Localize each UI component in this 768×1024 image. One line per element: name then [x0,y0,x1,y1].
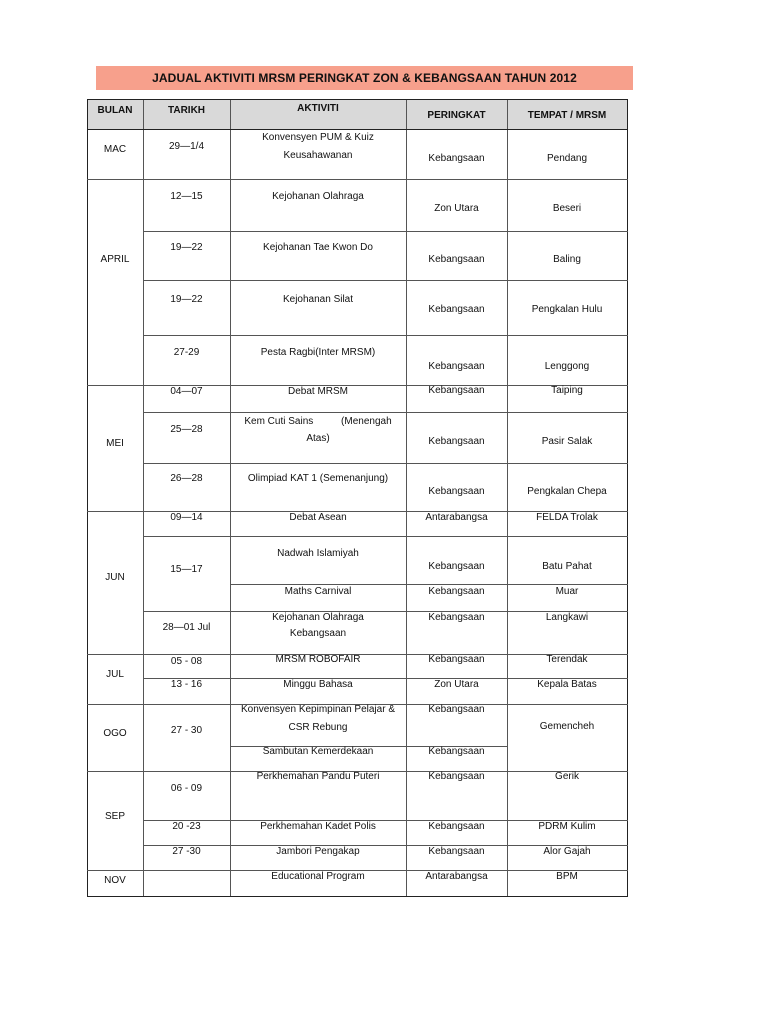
peringkat-cell: Kebangsaan [428,385,485,396]
tarikh-cell: 27 -30 [172,846,201,857]
aktiviti-cell: Kejohanan Tae Kwon Do [263,242,373,253]
tarikh-cell: 27-29 [173,347,200,358]
peringkat-cell: Kebangsaan [428,304,485,315]
aktiviti-cell: Konvensyen Kepimpinan Pelajar & [241,704,395,715]
tempat-cell: Gemencheh [539,721,595,732]
tempat-cell: Langkawi [545,612,589,623]
header-tempat: TEMPAT / MRSM [527,110,607,121]
month-label: SEP [104,811,125,822]
tarikh-cell: 27 - 30 [170,725,203,736]
month-label: MAC [103,144,127,155]
month-label: JUL [106,669,124,680]
aktiviti-cell: Jambori Pengakap [276,846,360,857]
tarikh-cell: 19—22 [170,294,203,305]
tempat-cell: Alor Gajah [543,846,591,857]
aktiviti-cell: Educational Program [271,871,365,882]
peringkat-cell: Zon Utara [434,679,479,690]
month-label: APRIL [100,254,130,265]
peringkat-cell: Kebangsaan [428,486,485,497]
tarikh-cell: 04—07 [170,386,203,397]
aktiviti-cell: MRSM ROBOFAIR [275,654,361,665]
month-label: JUN [105,572,125,583]
aktiviti-cell: CSR Rebung [288,722,348,733]
aktiviti-cell: Pesta Ragbi(Inter MRSM) [260,347,376,358]
aktiviti-cell: Konvensyen PUM & Kuiz [262,132,374,143]
aktiviti-cell: Perkhemahan Pandu Puteri [256,771,380,782]
tempat-cell: Baling [553,254,581,265]
tarikh-cell: 26—28 [170,473,203,484]
tarikh-cell: 13 - 16 [170,679,203,690]
header-bulan: BULAN [97,105,133,116]
aktiviti-cell: Kejohanan Olahraga [272,612,364,623]
peringkat-cell: Kebangsaan [428,746,485,757]
peringkat-cell: Kebangsaan [428,654,485,665]
peringkat-cell: Kebangsaan [428,771,485,782]
tarikh-cell: 06 - 09 [170,783,203,794]
tempat-cell: PDRM Kulim [538,821,596,832]
tarikh-cell: 28—01 Jul [162,622,211,633]
peringkat-cell: Kebangsaan [428,436,485,447]
header-aktiviti: AKTIVITI [297,103,339,114]
aktiviti-cell: Debat MRSM [287,386,348,397]
header-peringkat: PERINGKAT [427,110,486,121]
month-label: MEI [106,438,124,449]
peringkat-cell: Kebangsaan [428,561,485,572]
tempat-cell: BPM [556,871,578,882]
tempat-cell: Batu Pahat [542,561,592,572]
aktiviti-cell: Keusahawanan [283,150,353,161]
tarikh-cell: 15—17 [170,564,203,575]
tarikh-cell: 29—1/4 [168,141,205,152]
document-title: JADUAL AKTIVITI MRSM PERINGKAT ZON & KEBANGSAAN TAHUN 2012 [96,66,633,90]
tempat-cell: Beseri [552,203,582,214]
tarikh-cell: 09—14 [170,512,203,523]
peringkat-cell: Kebangsaan [428,586,485,597]
tempat-cell: Taiping [551,385,583,396]
aktiviti-cell: Kejohanan Olahraga [272,191,364,202]
aktiviti-cell: Atas) [306,433,330,444]
tempat-cell: Pengkalan Hulu [531,304,603,315]
aktiviti-cell: Nadwah Islamiyah [277,548,359,559]
peringkat-cell: Kebangsaan [428,821,485,832]
peringkat-cell: Kebangsaan [428,153,485,164]
tempat-cell: Gerik [555,771,579,782]
tarikh-cell: 20 -23 [172,821,201,832]
aktiviti-cell: Sambutan Kemerdekaan [262,746,374,757]
peringkat-cell: Kebangsaan [428,612,485,623]
aktiviti-cell: Kebangsaan [289,628,347,639]
peringkat-cell: Antarabangsa [425,871,488,882]
tempat-cell: Muar [555,586,579,597]
tarikh-cell: 19—22 [170,242,203,253]
peringkat-cell: Antarabangsa [425,512,488,523]
tempat-cell: Kepala Batas [537,679,597,690]
header-tarikh: TARIKH [167,105,206,116]
peringkat-cell: Kebangsaan [428,361,485,372]
aktiviti-cell: Minggu Bahasa [283,679,353,690]
aktiviti-cell: Perkhemahan Kadet Polis [260,821,376,832]
tempat-cell: Terendak [546,654,588,665]
tempat-cell: FELDA Trolak [536,512,598,523]
peringkat-cell: Kebangsaan [428,704,485,715]
peringkat-cell: Zon Utara [434,203,479,214]
tempat-cell: Pasir Salak [541,436,593,447]
aktiviti-cell: Kem Cuti Sains (Menengah [244,416,392,427]
tempat-cell: Pengkalan Chepa [527,486,607,497]
tarikh-cell: 12—15 [170,191,203,202]
month-label: OGO [103,728,127,739]
tempat-cell: Lenggong [544,361,590,372]
aktiviti-cell: Olimpiad KAT 1 (Semenanjung) [247,473,389,484]
peringkat-cell: Kebangsaan [428,254,485,265]
aktiviti-cell: Maths Carnival [284,586,352,597]
aktiviti-cell: Kejohanan Silat [282,294,354,305]
tarikh-cell: 25—28 [170,424,203,435]
peringkat-cell: Kebangsaan [428,846,485,857]
aktiviti-cell: Debat Asean [289,512,347,523]
month-label: NOV [104,875,126,886]
tarikh-cell: 05 - 08 [170,656,203,667]
tempat-cell: Pendang [546,153,588,164]
